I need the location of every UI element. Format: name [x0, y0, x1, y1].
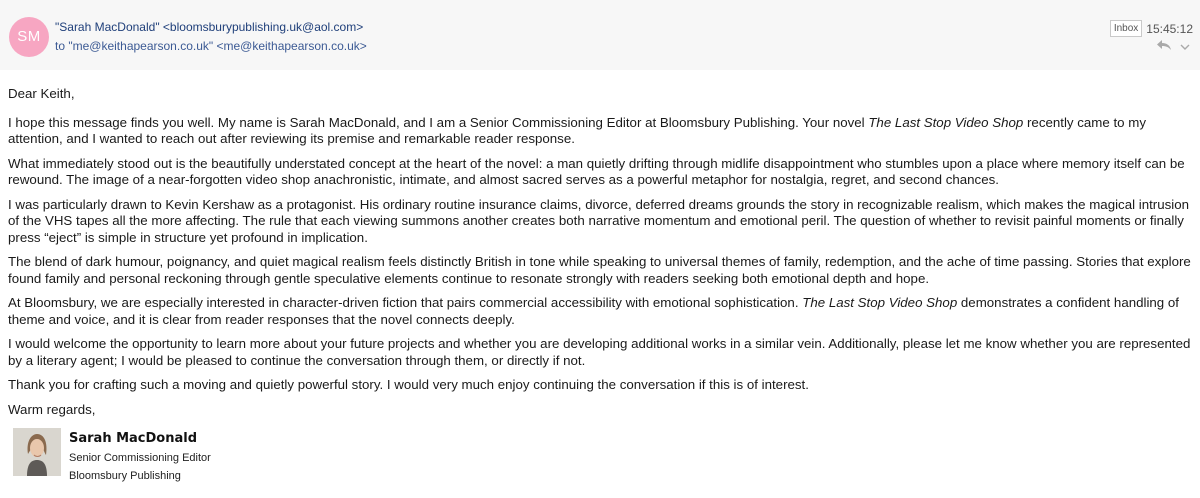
signature-name: Sarah MacDonald — [69, 431, 198, 446]
paragraph-6: I would welcome the opportunity to learn more about your future projects and whether you are developing additional works in a similar vein. Additionally, please let me know whether you are represented by a literary agent; I would be pleased to continue the conversation through them, or directly if not. — [8, 336, 1191, 368]
paragraph-5-text-a: At Bloomsbury, we are especially interested in character-driven fiction that pairs commercial accessibility with emotional sophistication. — [8, 295, 803, 310]
recipient-name[interactable]: "me@keithapearson.co.uk" — [68, 39, 214, 53]
paragraph-3: I was particularly drawn to Kevin Kershaw as a protagonist. His ordinary routine insurance claims, divorce, deferred dreams grounds the story in recognizable realism, which makes the magical intrusion of the VHS tapes all the more affecting. The rule that each viewing summons another creates both narrative momentum and emotional peril. The question of whether to revisit painful moments or finally press “eject” is simple in structure yet profound in implication. — [8, 196, 1190, 245]
message-actions — [1156, 38, 1190, 56]
signature-photo — [13, 428, 61, 476]
paragraph-1-text-a: I hope this message finds you well. My name is Sarah MacDonald, and I am a Senior Commissioning Editor at Bloomsbury Publishing. Your novel — [8, 114, 869, 130]
book-title: The Last Stop Video Shop — [802, 295, 958, 310]
sender-avatar[interactable]: SM — [9, 17, 49, 57]
signature-company: Bloomsbury Publishing — [69, 470, 181, 482]
paragraph-1-text-b: recently came to my attention, and I wanted to reach out after reviewing its premise and remarkable reader response. — [8, 114, 1146, 146]
book-title: The Last Stop Video Shop — [868, 114, 1024, 130]
folder-badge[interactable]: Inbox — [1110, 20, 1142, 37]
from-line — [55, 20, 363, 34]
signature-block — [13, 428, 211, 482]
closing: Warm regards, — [8, 401, 96, 417]
signature-title: Senior Commissioning Editor — [69, 452, 211, 464]
email-body — [8, 86, 1196, 426]
email-header — [0, 0, 1200, 70]
signature-text — [69, 428, 211, 482]
message-time: 15:45:12 — [1146, 21, 1193, 36]
recipient-email[interactable]: <me@keithapearson.co.uk> — [216, 39, 367, 53]
to-label: to — [55, 39, 66, 53]
paragraph-5 — [8, 295, 1196, 328]
paragraph-4: The blend of dark humour, poignancy, and quiet magical realism feels distinctly British in tone while speaking to universal themes of family, redemption, and the ache of time passing. Stories that explore found family and personal reckoning through gentle speculative elements continue to resonate strongly with readers seeking both emotional depth and hope. — [8, 254, 1191, 286]
paragraph-1 — [8, 115, 1196, 148]
to-line — [55, 39, 367, 53]
sender-email[interactable]: <bloomsburypublishing.uk@aol.com> — [162, 20, 364, 34]
reply-icon[interactable] — [1156, 38, 1172, 56]
paragraph-2: What immediately stood out is the beautifully understated concept at the heart of the novel: a man quietly drifting through midlife disappointment who stumbles upon a place where memory itself can be rewound. The image of a near-forgotten video shop anachronistic, intimate, and almost sacred serves as a powerful metaphor for nostalgia, regret, and second chances. — [8, 155, 1185, 187]
greeting: Dear Keith, — [8, 86, 75, 101]
chevron-down-icon[interactable] — [1180, 38, 1190, 56]
message-meta — [1110, 20, 1193, 37]
paragraph-7: Thank you for crafting such a moving and quietly powerful story. I would very much enjoy continuing the conversation if this is of interest. — [8, 377, 809, 392]
sender-name[interactable]: "Sarah MacDonald" — [55, 20, 160, 34]
paragraph-5-text-b: demonstrates a confident handling of theme and voice, and it is clear from reader responses that the novel connects deeply. — [8, 295, 1179, 327]
